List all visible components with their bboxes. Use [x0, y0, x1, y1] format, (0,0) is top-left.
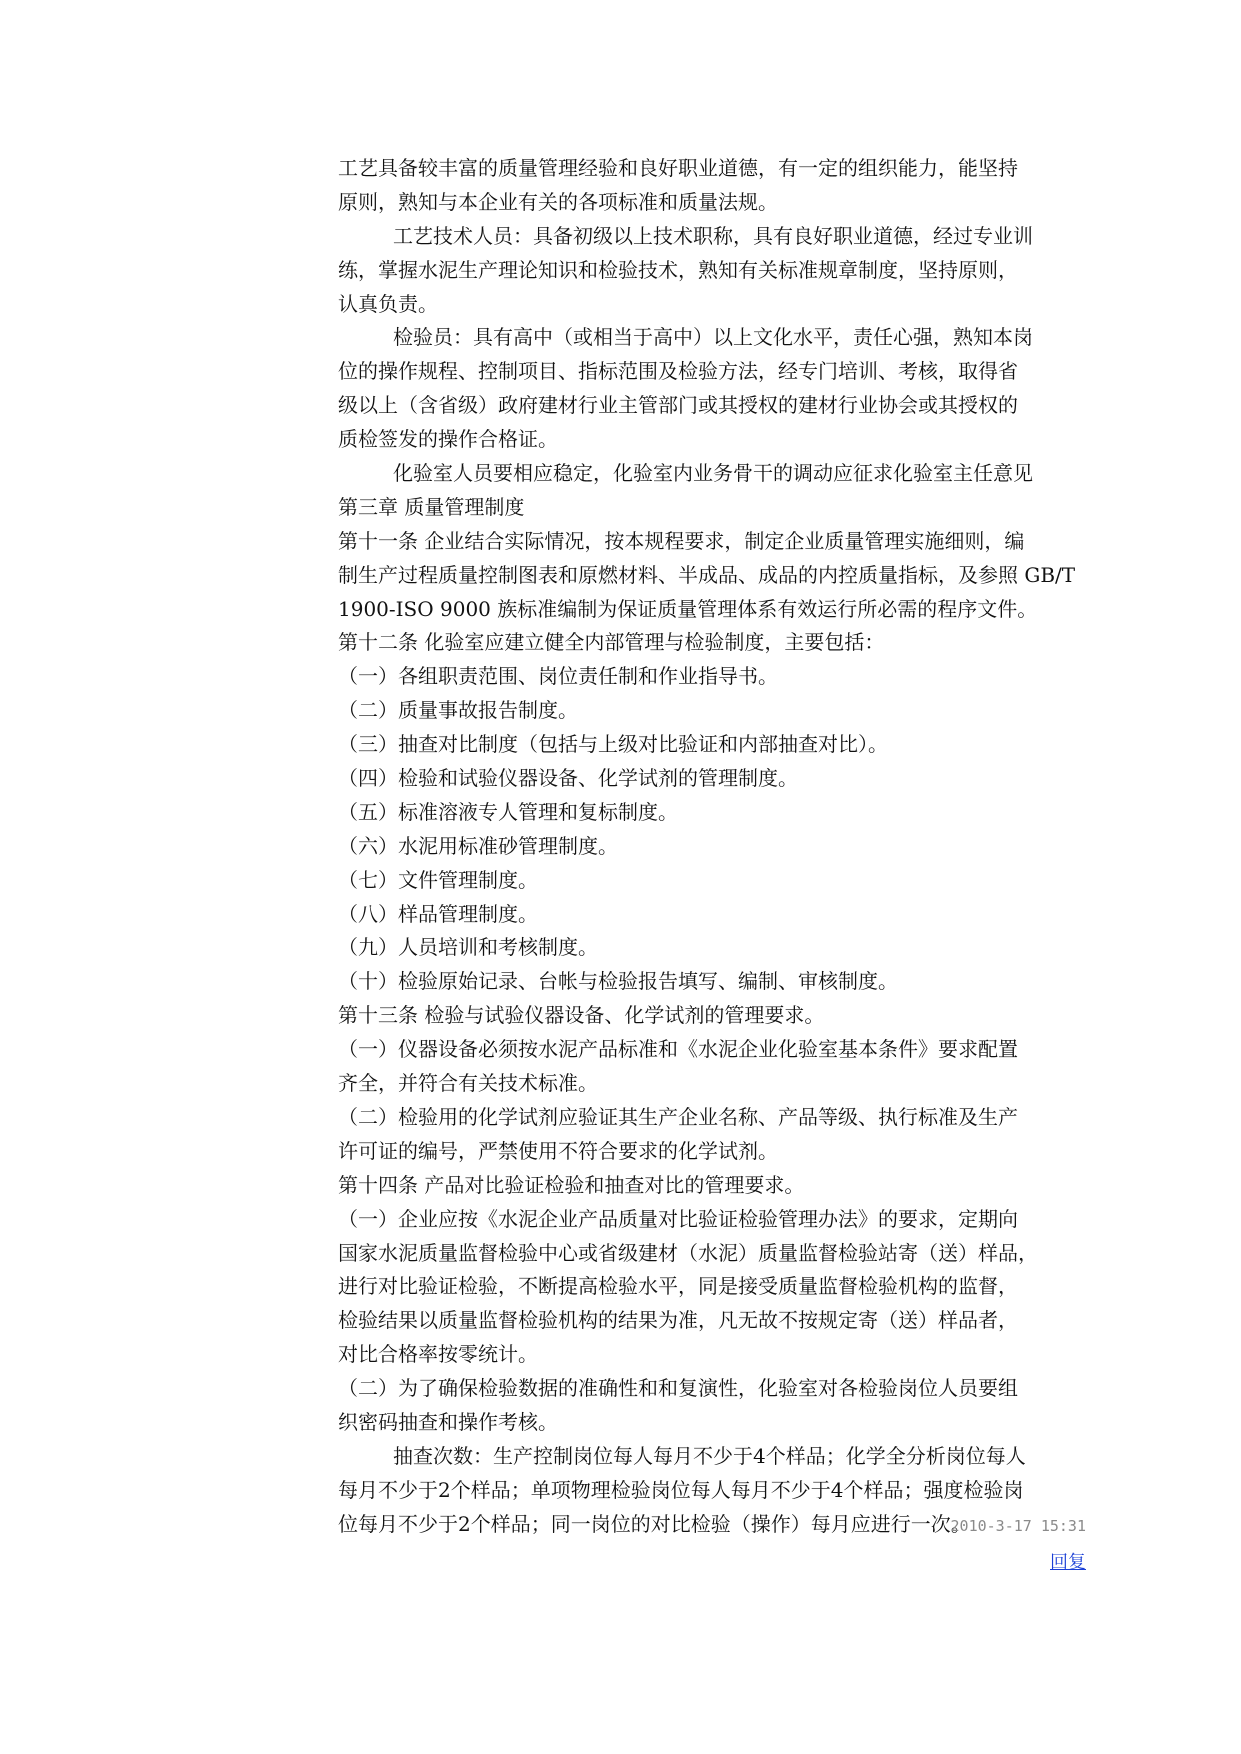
list-item: （二）检验用的化学试剂应验证其生产企业名称、产品等级、执行标准及生产: [338, 1104, 1018, 1129]
text-line: 抽查次数：生产控制岗位每人每月不少于4个样品；化学全分析岗位每人: [393, 1443, 1026, 1468]
list-item: （七）文件管理制度。: [338, 867, 538, 892]
text-line: 每月不少于2个样品；单项物理检验岗位每人每月不少于4个样品；强度检验岗: [338, 1477, 1024, 1502]
text-line: 检验员：具有高中（或相当于高中）以上文化水平，责任心强，熟知本岗: [393, 325, 1033, 350]
list-item: （二）质量事故报告制度。: [338, 698, 578, 723]
text-line: 质检签发的操作合格证。: [338, 427, 558, 452]
list-item: （四）检验和试验仪器设备、化学试剂的管理制度。: [338, 766, 798, 791]
text-line: 齐全，并符合有关技术标准。: [338, 1071, 598, 1096]
list-item: （八）样品管理制度。: [338, 901, 538, 926]
text-line: 级以上（含省级）政府建材行业主管部门或其授权的建材行业协会或其授权的: [338, 393, 1018, 418]
list-item: （五）标准溶液专人管理和复标制度。: [338, 799, 678, 824]
post-timestamp: 2010-3-17 15:31: [950, 1517, 1086, 1535]
text-line: 练，掌握水泥生产理论知识和检验技术，熟知有关标准规章制度，坚持原则，: [338, 257, 1018, 282]
text-line: 工艺技术人员：具备初级以上技术职称，具有良好职业道德，经过专业训: [393, 223, 1033, 248]
list-item: （六）水泥用标准砂管理制度。: [338, 833, 618, 858]
list-item: （一）各组职责范围、岗位责任制和作业指导书。: [338, 664, 778, 689]
text-line: 1900-ISO 9000 族标准编制为保证质量管理体系有效运行所必需的程序文件。: [338, 596, 1038, 621]
text-line: 织密码抽查和操作考核。: [338, 1409, 558, 1434]
text-line: 位每月不少于2个样品；同一岗位的对比检验（操作）每月应进行一次。: [338, 1511, 971, 1536]
article-line: 第十三条 检验与试验仪器设备、化学试剂的管理要求。: [338, 1003, 825, 1028]
list-item: （一）企业应按《水泥企业产品质量对比验证检验管理办法》的要求，定期向: [338, 1206, 1018, 1231]
list-item: （三）抽查对比制度（包括与上级对比验证和内部抽查对比）。: [338, 732, 888, 757]
text-line: 制生产过程质量控制图表和原燃材料、半成品、成品的内控质量指标，及参照 GB/T: [338, 562, 1076, 587]
text-line: 对比合格率按零统计。: [338, 1342, 538, 1367]
text-line: 认真负责。: [338, 291, 438, 316]
reply-link[interactable]: 回复: [1050, 1552, 1086, 1573]
text-line: 许可证的编号，严禁使用不符合要求的化学试剂。: [338, 1138, 778, 1163]
list-item: （一）仪器设备必须按水泥产品标准和《水泥企业化验室基本条件》要求配置: [338, 1037, 1018, 1062]
article-line: 第十二条 化验室应建立健全内部管理与检验制度，主要包括：: [338, 630, 885, 655]
text-line: 位的操作规程、控制项目、指标范围及检验方法，经专门培训、考核，取得省: [338, 359, 1018, 384]
list-item: （九）人员培训和考核制度。: [338, 935, 598, 960]
article-line: 第十一条 企业结合实际情况，按本规程要求，制定企业质量管理实施细则，编: [338, 528, 1025, 553]
text-line: 化验室人员要相应稳定，化验室内业务骨干的调动应征求化验室主任意见: [393, 461, 1033, 486]
article-line: 第十四条 产品对比验证检验和抽查对比的管理要求。: [338, 1172, 805, 1197]
text-line: 进行对比验证检验，不断提高检验水平，同是接受质量监督检验机构的监督，: [338, 1274, 1018, 1299]
text-line: 检验结果以质量监督检验机构的结果为准，凡无故不按规定寄（送）样品者，: [338, 1308, 1018, 1333]
text-line: 原则，熟知与本企业有关的各项标准和质量法规。: [338, 189, 778, 214]
chapter-heading: 第三章 质量管理制度: [338, 494, 525, 519]
text-line: 工艺具备较丰富的质量管理经验和良好职业道德，有一定的组织能力，能坚持: [338, 156, 1018, 180]
list-item: （十）检验原始记录、台帐与检验报告填写、编制、审核制度。: [338, 969, 898, 994]
document-body: [338, 152, 1086, 1542]
text-line: 国家水泥质量监督检验中心或省级建材（水泥）质量监督检验站寄（送）样品，: [338, 1240, 1038, 1265]
list-item: （二）为了确保检验数据的准确性和和复演性，化验室对各检验岗位人员要组: [338, 1376, 1018, 1401]
